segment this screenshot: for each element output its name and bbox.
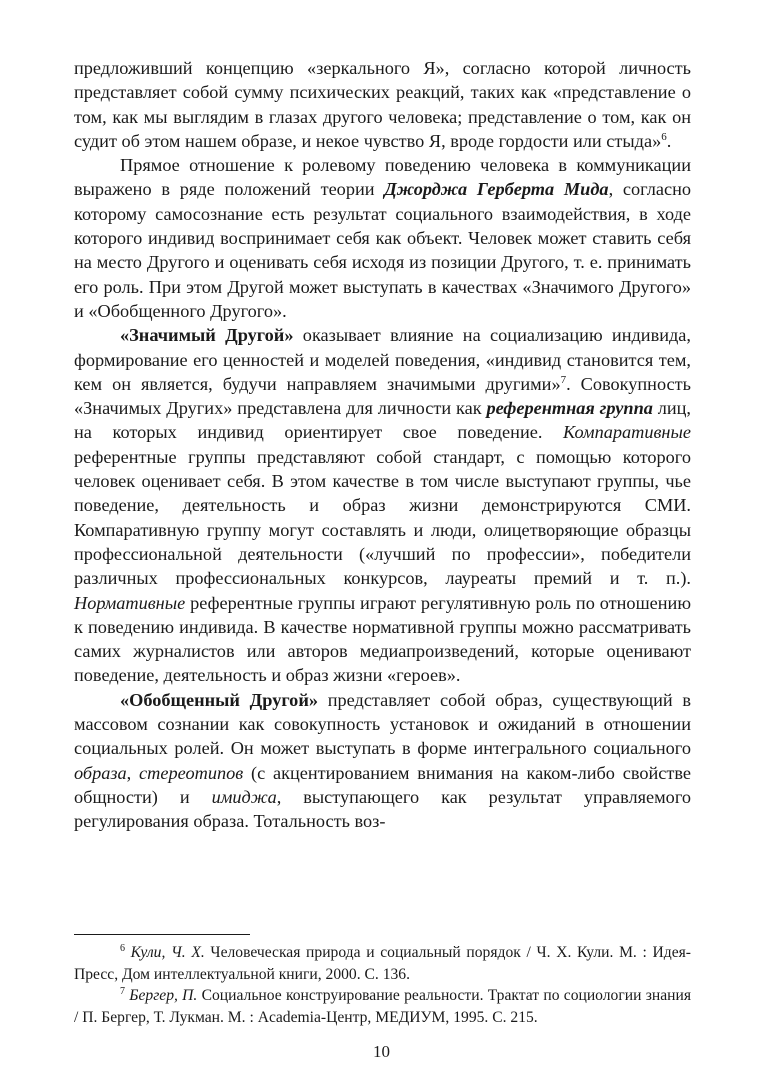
footnote-6: $^6$ Кули, Ч. Х. Человеческая природа и социальный порядок / Ч. Х. Кули. М. : Идея-Пресс, Дом интеллектуальной книги, 2000. С. 136. xyxy=(74,942,691,983)
paragraph-2: Прямое отношение к ролевому поведению человека в коммуникации выражено в ряде положений теории Джорджа Герберта Мида, согласно которому самосознание есть результат социального взаимодействия, в ходе которого индивид воспринимает себя как объект. Человек может ставить себя на место Другого и оценивать себя исходя из позиции Другого, т. е. принимать его роль. При этом Другой может выступать в качествах «Значимого Другого» и «Обобщенного Другого». xyxy=(74,155,691,321)
paragraph-4: «Обобщенный Другой» представляет собой образ, существующий в массовом сознании как совокупность установок и ожиданий в отношении социальных ролей. Он может выступать в форме интегрального социального образа, стереотипов (с акцентированием внимания на каком-либо свойстве общности) и имиджа, выступающего как результат управляемого регулирования образа. Тотальность воз- xyxy=(74,689,692,832)
footnotes xyxy=(74,942,691,1028)
page-number: 10 xyxy=(373,1042,390,1061)
footnote-ref-7[interactable]: 7 xyxy=(560,373,567,386)
term-comparative: Компаративные xyxy=(563,422,691,443)
footnote-ref-6[interactable]: 6 xyxy=(661,130,667,143)
term-stereotypes: стереотипов xyxy=(139,762,244,783)
term-generalized-other: «Обобщенный Другой» xyxy=(120,689,318,710)
name-mead: Джорджа Герберта Мида xyxy=(384,179,609,200)
footnote-7: $^7$ Бергер, П. Социальное конструирование реальности. Трактат по социологии знания / П. Бергер, Т. Лукман. М. : Academia-Центр, МЕДИУМ, 1995. С. 215. xyxy=(74,985,691,1026)
term-normative: Нормативные xyxy=(74,592,186,613)
paragraph-3: «Значимый Другой» оказывает влияние на социализацию индивида, формирование его ценностей и моделей поведения, «индивид становится тем, кем он является, будучи направляем значимыми другими»$^7$. Совокупность «Значимых Других» представлена для личности как референтная группа лиц, на которых индивид ориентирует свое поведение. Компаративные референтные группы представляют собой стандарт, с помощью которого человек оценивает себя. В этом качестве в том числе выступают группы, чье поведение, деятельность и образ жизни демонстрируются СМИ. Компаративную группу могут составлять и люди, олицетворяющие образцы профессиональной деятельности («лучший по профессии», победители различных профессиональных конкурсов, лауреаты премий и т. п.). Нормативные референтные группы играют регулятивную роль по отношению к поведению индивида. В качестве нормативной группы можно рассматривать самих журналистов или авторов медиапроизведений, которые оценивают поведение, деятельность и образ жизни «героев». xyxy=(74,325,691,686)
body-text xyxy=(74,56,691,834)
term-significant-other: «Значимый Другой» xyxy=(120,325,294,346)
term-imidzh: имиджа xyxy=(211,786,277,807)
term-image: образа xyxy=(74,762,127,783)
footnote-divider xyxy=(74,934,250,935)
paragraph-1: предложивший концепцию «зеркального Я», согласно которой личность представляет собой сумму психических реакций, таких как «представление о том, как мы выглядим в глазах другого человека; представление о том, как он судит об этом нашем образе, и некое чувство Я, вроде гордости или стыда»$^6$. xyxy=(74,58,691,151)
term-reference-group: референтная группа xyxy=(486,398,653,419)
